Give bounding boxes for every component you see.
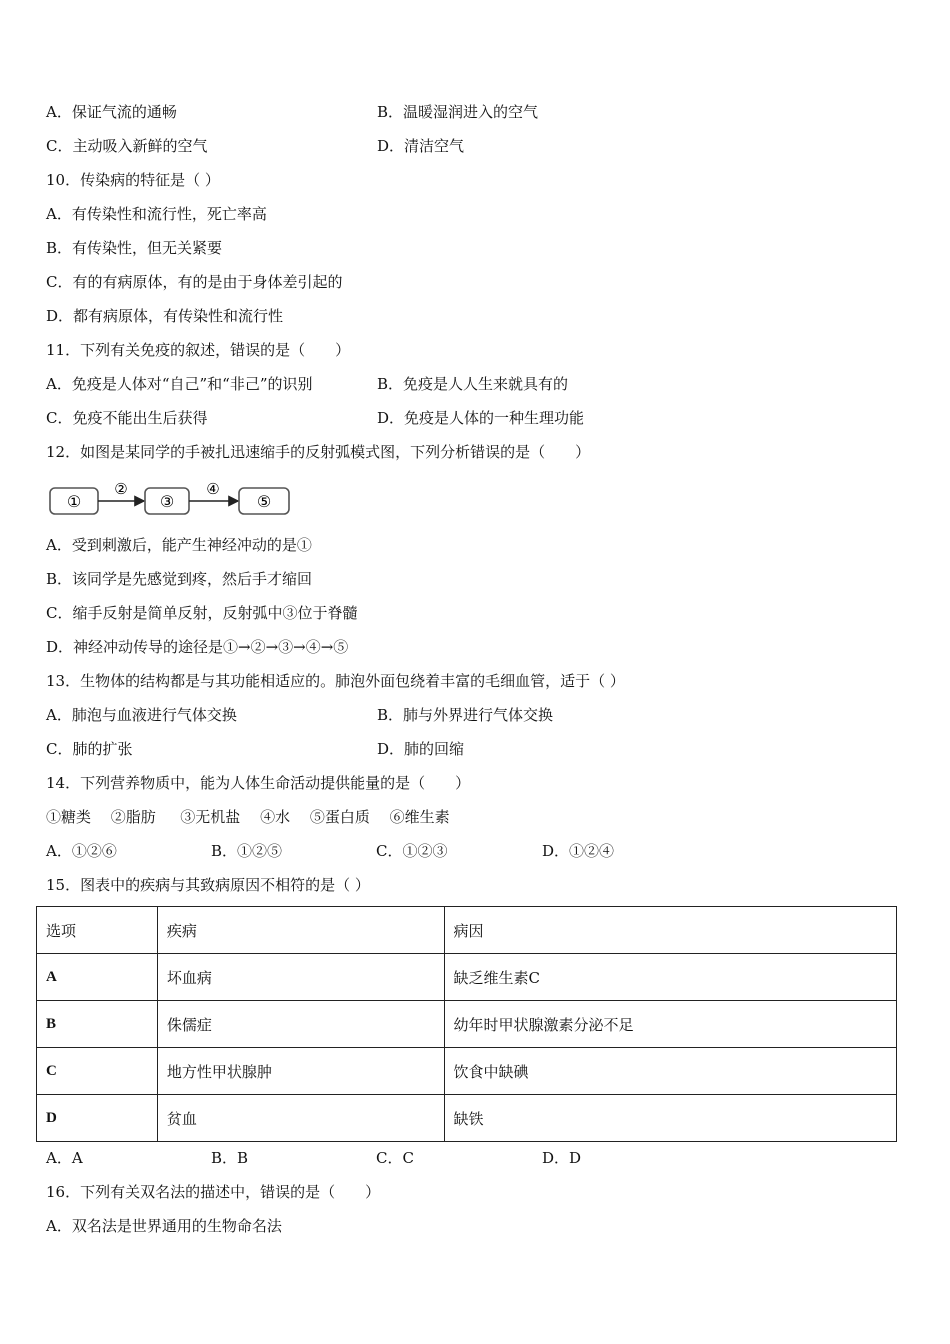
diagram-label-2: ③: [159, 492, 175, 511]
q14-options-row: [46, 841, 906, 861]
q14-stem: 14．下列营养物质中，能为人体生命活动提供能量的是（ ）: [46, 774, 471, 792]
table-header-cell: 选项: [37, 907, 158, 954]
q9-option-b: B．温暖湿润进入的空气: [377, 103, 539, 121]
table-cell: 饮食中缺碘: [444, 1048, 896, 1095]
q12-option-b: B．该同学是先感觉到疼，然后手才缩回: [46, 570, 313, 588]
table-cell: 坏血病: [157, 954, 444, 1001]
disease-cause-table: [36, 906, 897, 1142]
table-cell: A: [37, 954, 158, 1001]
q15-stem: 15．图表中的疾病与其致病原因不相符的是（ ）: [46, 876, 370, 894]
q9-option-d: D．清洁空气: [377, 137, 465, 155]
q15-options-row: [46, 1148, 906, 1168]
table-cell: 地方性甲状腺肿: [157, 1048, 444, 1095]
table-row: [37, 1095, 897, 1142]
q12-stem: 12．如图是某同学的手被扎迅速缩手的反射弧模式图，下列分析错误的是（ ）: [46, 443, 591, 461]
table-header-cell: 疾病: [157, 907, 444, 954]
table-cell: D: [37, 1095, 158, 1142]
diagram-arrow-label-1: ②: [114, 480, 128, 498]
q15-option-a: A．A: [46, 1149, 83, 1167]
reflex-arc-diagram: [48, 480, 308, 520]
table-row: [37, 1048, 897, 1095]
diagram-label-3: ⑤: [256, 492, 272, 511]
q14-items: ①糖类 ②脂肪 ③无机盐 ④水 ⑤蛋白质 ⑥维生素: [46, 808, 450, 826]
q9-option-a: A．保证气流的通畅: [46, 103, 177, 121]
q10-option-a: A．有传染性和流行性，死亡率高: [46, 205, 267, 223]
q15-option-c: C．C: [376, 1149, 414, 1167]
table-cell: 侏儒症: [157, 1001, 444, 1048]
table-cell: B: [37, 1001, 158, 1048]
q10-option-d: D．都有病原体，有传染性和流行性: [46, 307, 284, 325]
q14-option-b: B．①②⑤: [211, 842, 283, 860]
table-header-cell: 病因: [444, 907, 896, 954]
q12-option-a: A．受到刺激后，能产生神经冲动的是①: [46, 536, 312, 554]
q11-stem: 11．下列有关免疫的叙述，错误的是（ ）: [46, 341, 351, 359]
q13-option-b: B．肺与外界进行气体交换: [377, 706, 554, 724]
q13-options-row-2: [46, 739, 906, 759]
q14-option-a: A．①②⑥: [46, 842, 117, 860]
q11-options-row-1: [46, 374, 906, 394]
q16-stem: 16．下列有关双名法的描述中，错误的是（ ）: [46, 1183, 381, 1201]
table-header-row: [37, 907, 897, 954]
table-cell: 贫血: [157, 1095, 444, 1142]
q11-option-b: B．免疫是人人生来就具有的: [377, 375, 569, 393]
table-row: [37, 954, 897, 1001]
q14-option-d: D．①②④: [542, 842, 615, 860]
table-cell: 缺乏维生素C: [444, 954, 896, 1001]
q13-stem: 13．生物体的结构都是与其功能相适应的。肺泡外面包绕着丰富的毛细血管，适于（ ）: [46, 672, 625, 690]
q14-option-c: C．①②③: [376, 842, 448, 860]
table-cell: 幼年时甲状腺激素分泌不足: [444, 1001, 896, 1048]
table-cell: C: [37, 1048, 158, 1095]
q15-option-d: D．D: [542, 1149, 582, 1167]
diagram-arrow-label-2: ④: [206, 480, 220, 498]
q13-option-a: A．肺泡与血液进行气体交换: [46, 706, 237, 724]
q11-options-row-2: [46, 408, 906, 428]
q15-option-b: B．B: [211, 1149, 249, 1167]
diagram-label-1: ①: [66, 492, 82, 511]
q10-option-c: C．有的有病原体，有的是由于身体差引起的: [46, 273, 343, 291]
q12-option-d: D．神经冲动传导的途径是①→②→③→④→⑤: [46, 638, 349, 656]
q16-option-a: A．双名法是世界通用的生物命名法: [46, 1217, 282, 1235]
q11-option-d: D．免疫是人体的一种生理功能: [377, 409, 585, 427]
q11-option-c: C．免疫不能出生后获得: [46, 409, 208, 427]
q13-option-d: D．肺的回缩: [377, 740, 465, 758]
table-row: [37, 1001, 897, 1048]
q9-options-row-2: [46, 136, 906, 156]
q10-stem: 10．传染病的特征是（ ）: [46, 171, 220, 189]
q9-option-c: C．主动吸入新鲜的空气: [46, 137, 208, 155]
table-cell: 缺铁: [444, 1095, 896, 1142]
q13-option-c: C．肺的扩张: [46, 740, 133, 758]
q12-option-c: C．缩手反射是简单反射，反射弧中③位于脊髓: [46, 604, 358, 622]
q11-option-a: A．免疫是人体对“自己”和“非己”的识别: [46, 375, 313, 393]
q10-option-b: B．有传染性，但无关紧要: [46, 239, 223, 257]
q13-options-row-1: [46, 705, 906, 725]
q9-options-row-1: [46, 102, 906, 122]
